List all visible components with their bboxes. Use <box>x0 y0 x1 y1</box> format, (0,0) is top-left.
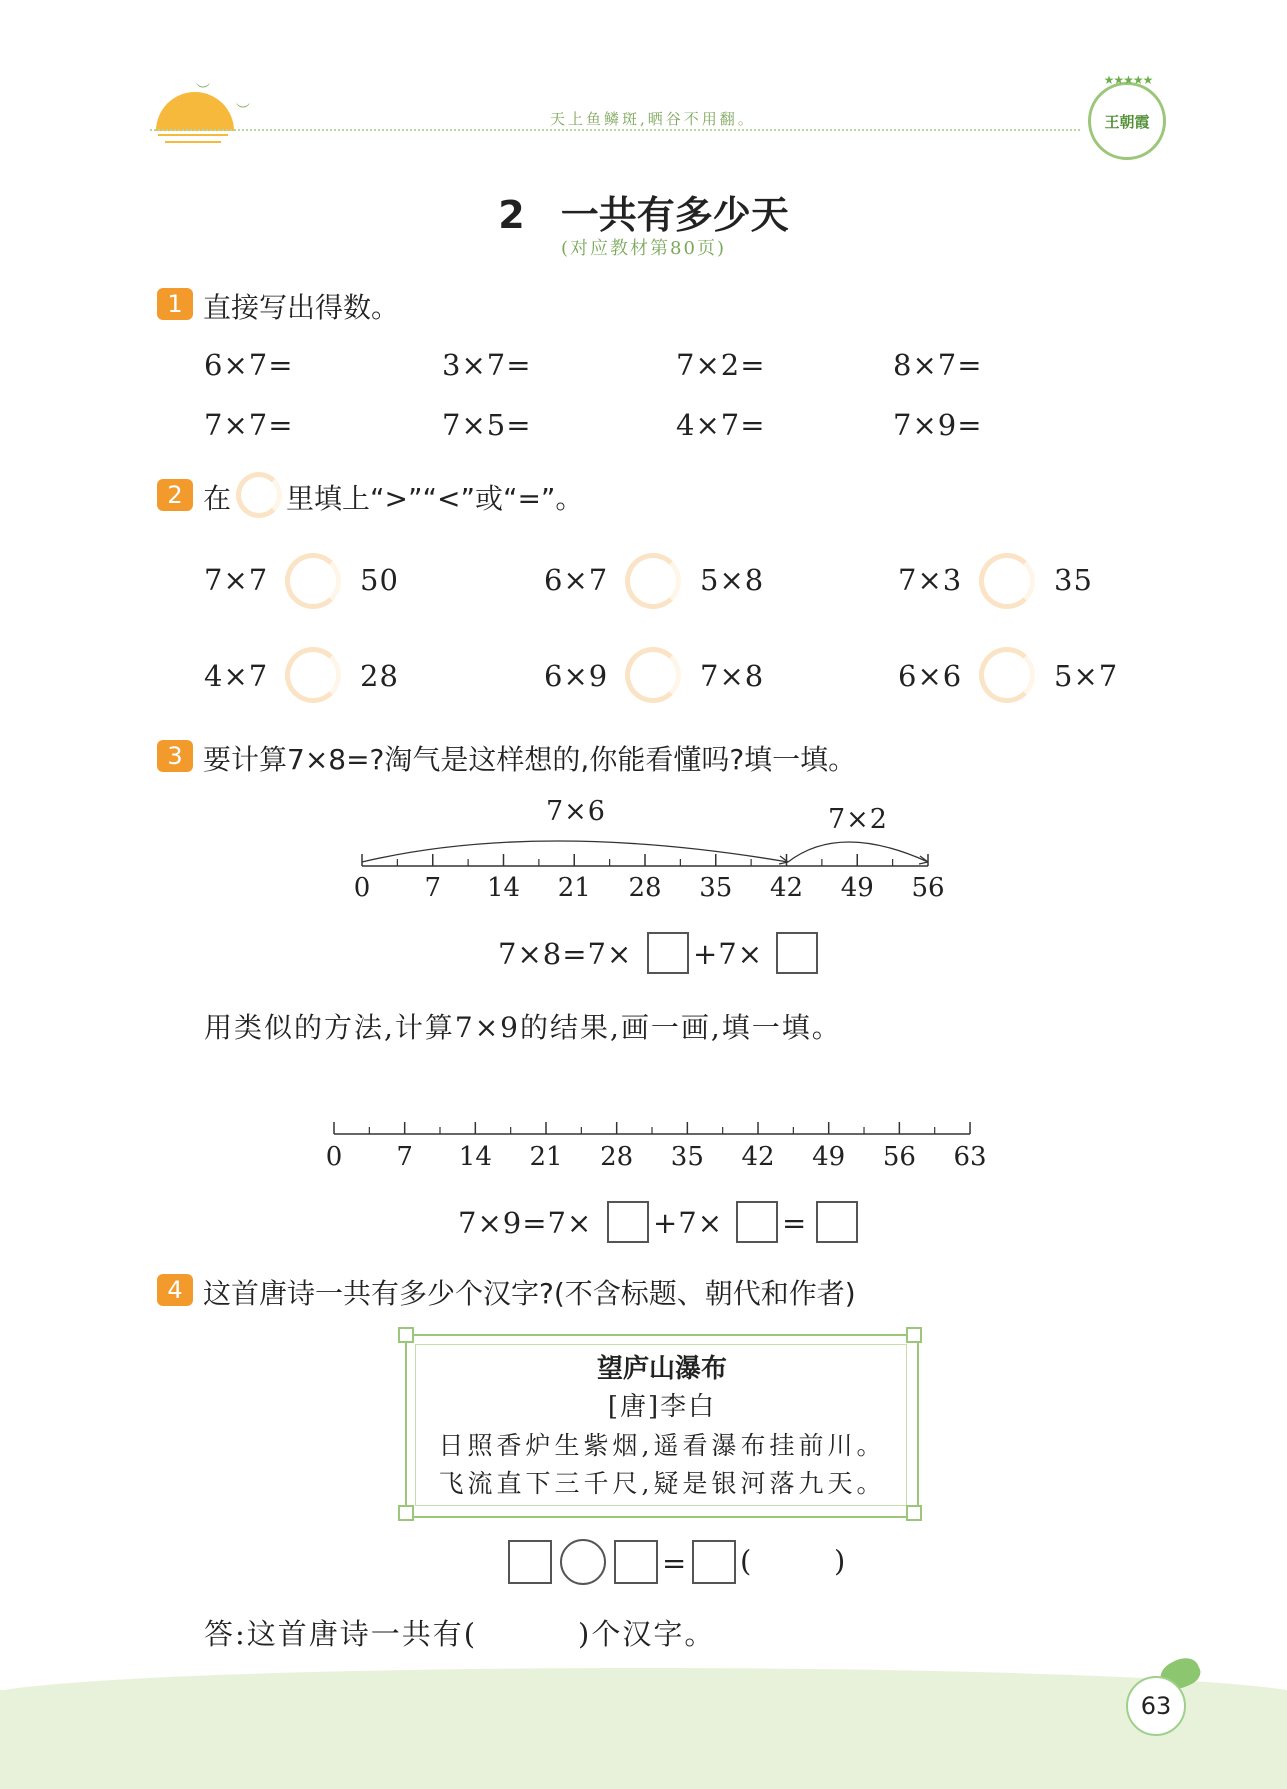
header-divider <box>150 129 1080 131</box>
footer-band <box>0 1690 1287 1789</box>
q1-expression: 6×7= <box>204 348 294 382</box>
question-number: 1 <box>157 288 193 320</box>
tick-label: 42 <box>769 873 804 903</box>
compare-left: 7×3 <box>898 563 963 597</box>
answer-box[interactable] <box>508 1540 552 1584</box>
answer-box[interactable] <box>736 1201 778 1243</box>
page-number: 63 <box>1126 1676 1186 1736</box>
q1-expression: 8×7= <box>893 348 983 382</box>
tick-label: 7 <box>396 1142 413 1172</box>
compare-right: 5×7 <box>1054 659 1119 693</box>
q1-expression: 7×9= <box>893 408 983 442</box>
compare-left: 6×7 <box>544 563 609 597</box>
page-title <box>0 184 1287 239</box>
stars-icon: ★★★★★ <box>1103 73 1153 87</box>
blank-circle-icon <box>236 472 282 518</box>
tick-label: 0 <box>325 1142 343 1172</box>
frame-corner <box>398 1505 414 1521</box>
poem-line: 日照香炉生紫烟,遥看瀑布挂前川。 <box>438 1431 886 1460</box>
q1-expression: 4×7= <box>676 408 766 442</box>
equals-sign: = <box>662 1546 688 1580</box>
number-line-2 <box>320 1110 1000 1140</box>
compare-answer-circle[interactable] <box>625 647 681 703</box>
tick-label: 14 <box>458 1142 492 1172</box>
compare-right: 28 <box>360 659 399 693</box>
compare-left: 4×7 <box>204 659 269 693</box>
arc-label: 7×6 <box>546 796 606 827</box>
answer-box[interactable] <box>614 1540 658 1584</box>
header-motto: 天上鱼鳞斑,晒谷不用翻。 <box>550 110 756 128</box>
q1-expression: 7×7= <box>204 408 294 442</box>
lesson-title: 一共有多少天 <box>560 193 789 237</box>
tick-label: 63 <box>953 1142 987 1172</box>
answer-sentence-start: 答:这首唐诗一共有( <box>204 1617 478 1651</box>
sun-decoration-icon <box>156 92 234 131</box>
question-prompt: 要计算7×8=?淘气是这样想的,你能看懂吗?填一填。 <box>203 743 857 776</box>
equation-text: 7×8=7× <box>498 937 633 971</box>
tick-label: 14 <box>486 873 521 903</box>
tick-label: 28 <box>600 1142 634 1172</box>
answer-box[interactable] <box>816 1201 858 1243</box>
tick-label: 7 <box>424 873 442 903</box>
bird-icon: ︶ <box>236 103 250 119</box>
brand-logo <box>1088 73 1166 160</box>
lesson-number: 2 <box>498 193 525 237</box>
compare-answer-circle[interactable] <box>285 647 341 703</box>
sun-ray <box>165 141 221 143</box>
answer-box[interactable] <box>692 1540 736 1584</box>
question-prompt-start: 在 <box>203 482 232 515</box>
tick-label: 49 <box>840 873 874 903</box>
instruction-text: 用类似的方法,计算7×9的结果,画一画,填一填。 <box>204 1011 842 1044</box>
compare-right: 7×8 <box>700 659 765 693</box>
poem-line: 飞流直下三千尺,疑是银河落九天。 <box>438 1469 886 1498</box>
compare-answer-circle[interactable] <box>979 553 1035 609</box>
question-prompt: 直接写出得数。 <box>203 291 400 324</box>
sun-ray <box>158 134 228 136</box>
answer-box[interactable] <box>607 1201 649 1243</box>
compare-right: 35 <box>1054 563 1093 597</box>
answer-blank[interactable] <box>496 1606 576 1650</box>
answer-sentence-end: )个汉字。 <box>578 1617 716 1651</box>
compare-answer-circle[interactable] <box>285 553 341 609</box>
answer-box[interactable] <box>647 932 689 974</box>
unit-blank[interactable]: ( ) <box>740 1544 847 1578</box>
tick-label: 56 <box>911 873 945 903</box>
bird-icon: ︶ <box>196 83 210 99</box>
tick-label: 56 <box>882 1142 916 1172</box>
page-subtitle: (对应教材第80页) <box>561 238 726 259</box>
frame-corner <box>906 1505 922 1521</box>
poem-author: [唐]李白 <box>607 1392 717 1422</box>
logo-text: 王朝霞 <box>1104 113 1150 131</box>
compare-answer-circle[interactable] <box>979 647 1035 703</box>
tick-label: 35 <box>699 873 733 903</box>
question-number: 4 <box>157 1274 193 1306</box>
frame-corner <box>906 1327 922 1343</box>
compare-answer-circle[interactable] <box>625 553 681 609</box>
question-prompt: 这首唐诗一共有多少个汉字?(不含标题、朝代和作者) <box>203 1277 856 1310</box>
compare-left: 6×9 <box>544 659 609 693</box>
frame-corner <box>398 1327 414 1343</box>
tick-label: 28 <box>628 873 662 903</box>
question-prompt-end: 里填上“>”“<”或“=”。 <box>286 482 584 515</box>
operator-circle[interactable] <box>560 1539 606 1585</box>
compare-right: 5×8 <box>700 563 765 597</box>
tick-label: 0 <box>353 873 371 903</box>
tick-label: 21 <box>529 1142 563 1172</box>
question-number: 3 <box>157 740 193 772</box>
question-number: 2 <box>157 479 193 511</box>
arc-label: 7×2 <box>828 804 888 835</box>
q1-expression: 7×2= <box>676 348 766 382</box>
equation-text: = <box>782 1206 808 1240</box>
compare-left: 6×6 <box>898 659 963 693</box>
compare-left: 7×7 <box>204 563 269 597</box>
answer-box[interactable] <box>776 932 818 974</box>
tick-label: 35 <box>670 1142 704 1172</box>
tick-label: 21 <box>557 873 591 903</box>
tick-label: 42 <box>741 1142 775 1172</box>
q1-expression: 7×5= <box>442 408 532 442</box>
equation-text: +7× <box>693 937 764 971</box>
compare-right: 50 <box>360 563 399 597</box>
equation-text: 7×9=7× <box>458 1206 593 1240</box>
poem-title: 望庐山瀑布 <box>596 1354 727 1384</box>
q1-expression: 3×7= <box>442 348 532 382</box>
equation-text: +7× <box>653 1206 724 1240</box>
tick-label: 49 <box>812 1142 846 1172</box>
